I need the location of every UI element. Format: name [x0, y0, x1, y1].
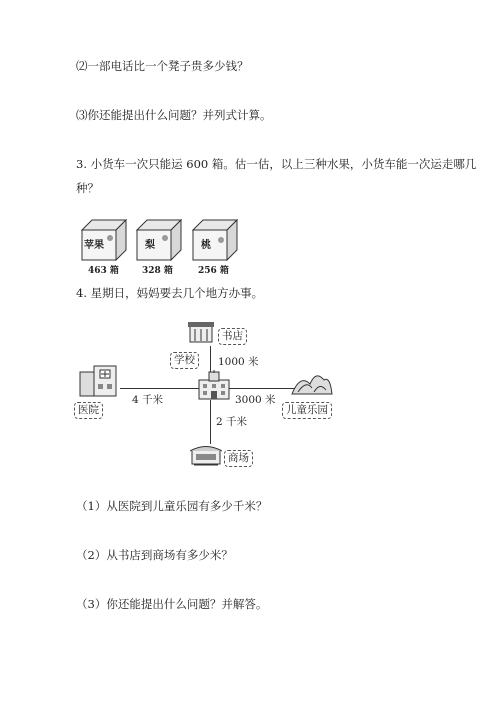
bookstore-building-icon [188, 320, 214, 344]
q4-sub-3: （3）你还能提出什么问题？并解答。 [76, 597, 268, 611]
q4-sub-1: （1）从医院到儿童乐园有多少千米？ [76, 499, 268, 513]
place-school: 学校 [170, 352, 199, 369]
distance-to-mall: 2 千米 [216, 416, 248, 428]
fruit-box-pear [135, 218, 185, 262]
place-bookstore: 书店 [218, 328, 247, 345]
q3-text-line2: 种？ [76, 181, 99, 195]
map-diagram [70, 318, 370, 473]
fruit-name-pear: 梨 [145, 240, 155, 251]
fruit-name-apple: 苹果 [84, 240, 104, 251]
road-school-mall [210, 400, 211, 444]
fruit-count-pear: 328 箱 [142, 266, 173, 276]
place-mall: 商场 [224, 450, 253, 467]
distance-to-hospital: 4 千米 [132, 394, 164, 406]
q4-sub-2: （2）从书店到商场有多少米？ [76, 548, 233, 562]
fruit-box-apple [80, 218, 130, 262]
q4-text: 4. 星期日，妈妈要去几个地方办事。 [76, 286, 264, 300]
fruit-count-apple: 463 箱 [88, 266, 119, 276]
box-icon [135, 218, 185, 262]
distance-to-park: 3000 米 [235, 394, 276, 406]
q3-text-line1: 3. 小货车一次只能运 600 箱。估一估，以上三种水果，小货车能一次运走哪几 [76, 157, 477, 171]
school-building-icon [196, 370, 232, 400]
place-park: 儿童乐园 [282, 402, 332, 419]
box-icon [191, 218, 241, 262]
park-icon [290, 366, 334, 396]
fruit-box-peach [191, 218, 241, 262]
fruit-count-peach: 256 箱 [198, 266, 229, 276]
place-hospital: 医院 [74, 402, 103, 419]
mall-building-icon [190, 444, 222, 466]
q-part-3: ⑶你还能提出什么问题？并列式计算。 [76, 108, 272, 122]
q-part-2: ⑵一部电话比一个凳子贵多少钱？ [76, 59, 249, 73]
fruit-name-peach: 桃 [201, 240, 211, 251]
hospital-building-icon [78, 362, 118, 398]
distance-to-bookstore: 1000 米 [218, 356, 259, 368]
